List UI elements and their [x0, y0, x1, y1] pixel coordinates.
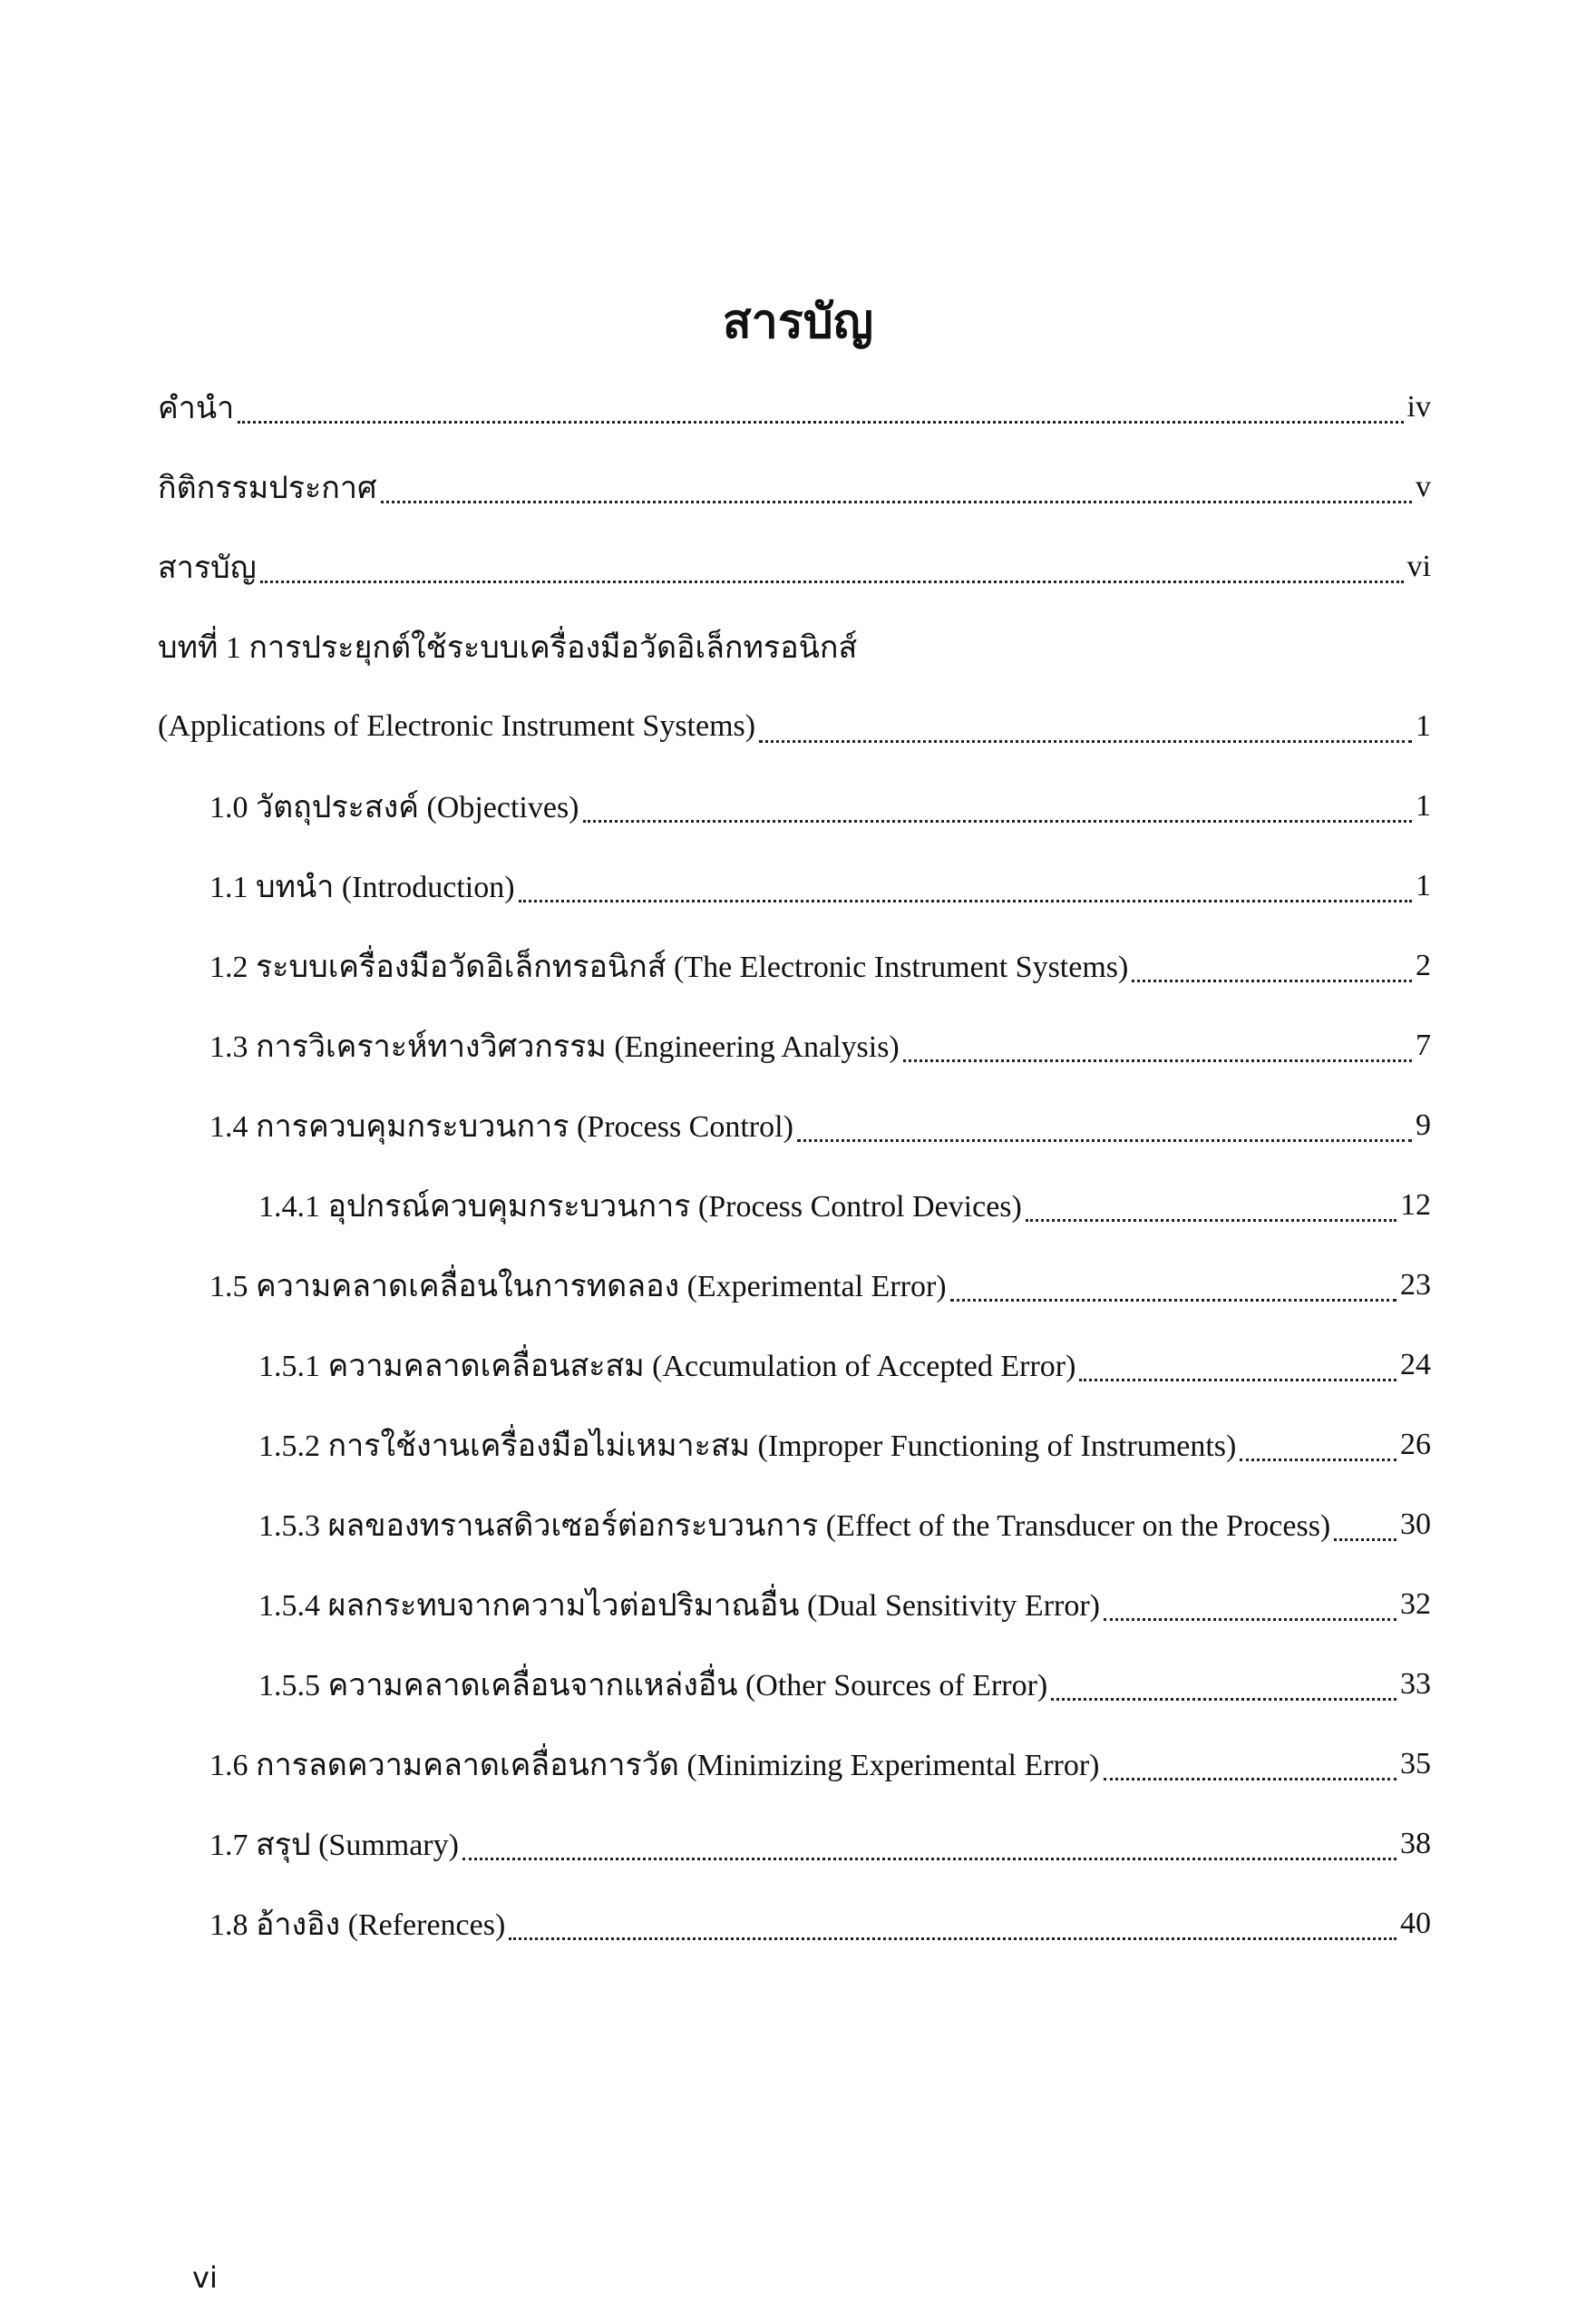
toc-entry-label: 1.8 อ้างอิง (References): [209, 1908, 506, 1942]
toc-entry-page: 1: [1416, 789, 1431, 823]
dot-leader: [1026, 1219, 1396, 1222]
toc-entry-page: 1: [1416, 709, 1431, 743]
toc-entry-1-5-5[interactable]: [158, 1644, 1431, 1724]
toc-entry-label: 1.5.3 ผลของทรานสดิวเซอร์ต่อกระบวนการ (Effect of the Transducer on the Process): [258, 1509, 1331, 1543]
toc-entry-label: 1.6 การลดความคลาดเคลื่อนการวัด (Minimizing Experimental Error): [209, 1749, 1100, 1782]
dot-leader: [260, 580, 1404, 583]
dot-leader: [797, 1139, 1412, 1142]
dot-leader: [1240, 1459, 1396, 1461]
dot-leader: [759, 740, 1412, 743]
dot-leader: [1104, 1778, 1396, 1781]
toc-entry-label: 1.2 ระบบเครื่องมือวัดอิเล็กทรอนิกส์ (The Electronic Instrument Systems): [209, 951, 1129, 984]
toc-entry-1-4[interactable]: [158, 1086, 1431, 1166]
toc-entry-page: 32: [1400, 1587, 1431, 1621]
toc-entry-page: 30: [1400, 1507, 1431, 1541]
toc-entry-label: 1.5.1 ความคลาดเคลื่อนสะสม (Accumulation of Accepted Error): [258, 1350, 1076, 1383]
toc-entry-label: 1.5.2 การใช้งานเครื่องมือไม่เหมาะสม (Improper Functioning of Instruments): [258, 1429, 1237, 1463]
dot-leader: [950, 1299, 1396, 1302]
dot-leader: [903, 1059, 1412, 1062]
toc-entry-contents[interactable]: [158, 527, 1431, 607]
dot-leader: [583, 820, 1412, 823]
dot-leader: [509, 1937, 1396, 1940]
toc-entry-preface[interactable]: [158, 367, 1431, 447]
toc-entry-1-2[interactable]: [158, 926, 1431, 1006]
toc-entry-1-5[interactable]: [158, 1245, 1431, 1325]
dot-leader: [1132, 980, 1412, 982]
toc-entry-label: 1.4.1 อุปกรณ์ควบคุมกระบวนการ (Process Control Devices): [258, 1190, 1022, 1224]
toc-entry-page: 35: [1400, 1747, 1431, 1781]
toc-entry-page: vi: [1406, 550, 1431, 583]
toc-entry-page: iv: [1406, 390, 1431, 424]
dot-leader: [381, 501, 1412, 503]
toc-entry-page: 33: [1400, 1667, 1431, 1701]
toc-entry-chapter-1[interactable]: [158, 687, 1431, 766]
toc-entry-1-7[interactable]: [158, 1804, 1431, 1884]
dot-leader: [1104, 1618, 1396, 1621]
toc-entry-page: 2: [1416, 949, 1431, 982]
toc-entry-label: 1.7 สรุป (Summary): [209, 1829, 459, 1862]
toc-entry-label: 1.4 การควบคุมกระบวนการ (Process Control): [209, 1110, 793, 1144]
toc-entry-page: 40: [1400, 1907, 1431, 1940]
toc-entry-1-5-2[interactable]: [158, 1405, 1431, 1485]
toc-entry-label: 1.1 บทนำ (Introduction): [209, 871, 515, 904]
toc-entry-page: 9: [1416, 1108, 1431, 1142]
page-number: vi: [192, 2260, 218, 2295]
toc-entry-label: (Applications of Electronic Instrument Systems): [158, 709, 756, 743]
toc-entry-label: 1.0 วัตถุประสงค์ (Objectives): [209, 791, 579, 824]
toc-entry-label: 1.5.4 ผลกระทบจากความไวต่อปริมาณอื่น (Dual Sensitivity Error): [258, 1589, 1100, 1623]
toc-entry-label: คำนำ: [158, 392, 235, 425]
toc-entry-label: 1.3 การวิเคราะห์ทางวิศวกรรม (Engineering Analysis): [209, 1030, 900, 1064]
toc-entry-page: 26: [1400, 1428, 1431, 1461]
page-title: สารบัญ: [722, 297, 874, 348]
toc-entry-page: 12: [1400, 1188, 1431, 1222]
toc-entry-page: 38: [1400, 1827, 1431, 1860]
toc-entry-page: v: [1416, 470, 1431, 503]
toc-entry-1-0[interactable]: [158, 766, 1431, 846]
toc-entry-page: 7: [1416, 1029, 1431, 1062]
dot-leader: [238, 421, 1403, 424]
toc-entry-chapter-1-heading[interactable]: [158, 607, 1431, 687]
toc-entry-label: บทที่ 1 การประยุกต์ใช้ระบบเครื่องมือวัดอิเล็กทรอนิกส์: [158, 631, 858, 665]
dot-leader: [462, 1858, 1396, 1860]
toc-entry-1-1[interactable]: [158, 846, 1431, 926]
toc-entry-label: กิติกรรมประกาศ: [158, 472, 377, 505]
toc-entry-1-5-3[interactable]: [158, 1485, 1431, 1565]
toc-entry-1-3[interactable]: [158, 1006, 1431, 1086]
toc-entry-label: สารบัญ: [158, 551, 257, 585]
toc-entry-1-8[interactable]: [158, 1884, 1431, 1964]
dot-leader: [1334, 1538, 1396, 1541]
toc-entry-page: 23: [1400, 1268, 1431, 1302]
toc-entry-acknowledgements[interactable]: [158, 447, 1431, 527]
toc-entry-page: 1: [1416, 869, 1431, 902]
toc-entry-label: 1.5 ความคลาดเคลื่อนในการทดลอง (Experimental Error): [209, 1270, 947, 1303]
toc-entry-1-4-1[interactable]: [158, 1166, 1431, 1245]
toc-entry-page: 24: [1400, 1348, 1431, 1381]
toc-entry-1-5-4[interactable]: [158, 1565, 1431, 1644]
dot-leader: [1051, 1698, 1396, 1701]
toc-entry-1-6[interactable]: [158, 1724, 1431, 1804]
dot-leader: [519, 900, 1412, 902]
dot-leader: [1079, 1379, 1396, 1381]
table-of-contents: [158, 367, 1431, 1964]
toc-entry-1-5-1[interactable]: [158, 1325, 1431, 1405]
toc-entry-label: 1.5.5 ความคลาดเคลื่อนจากแหล่งอื่น (Other Sources of Error): [258, 1669, 1048, 1702]
